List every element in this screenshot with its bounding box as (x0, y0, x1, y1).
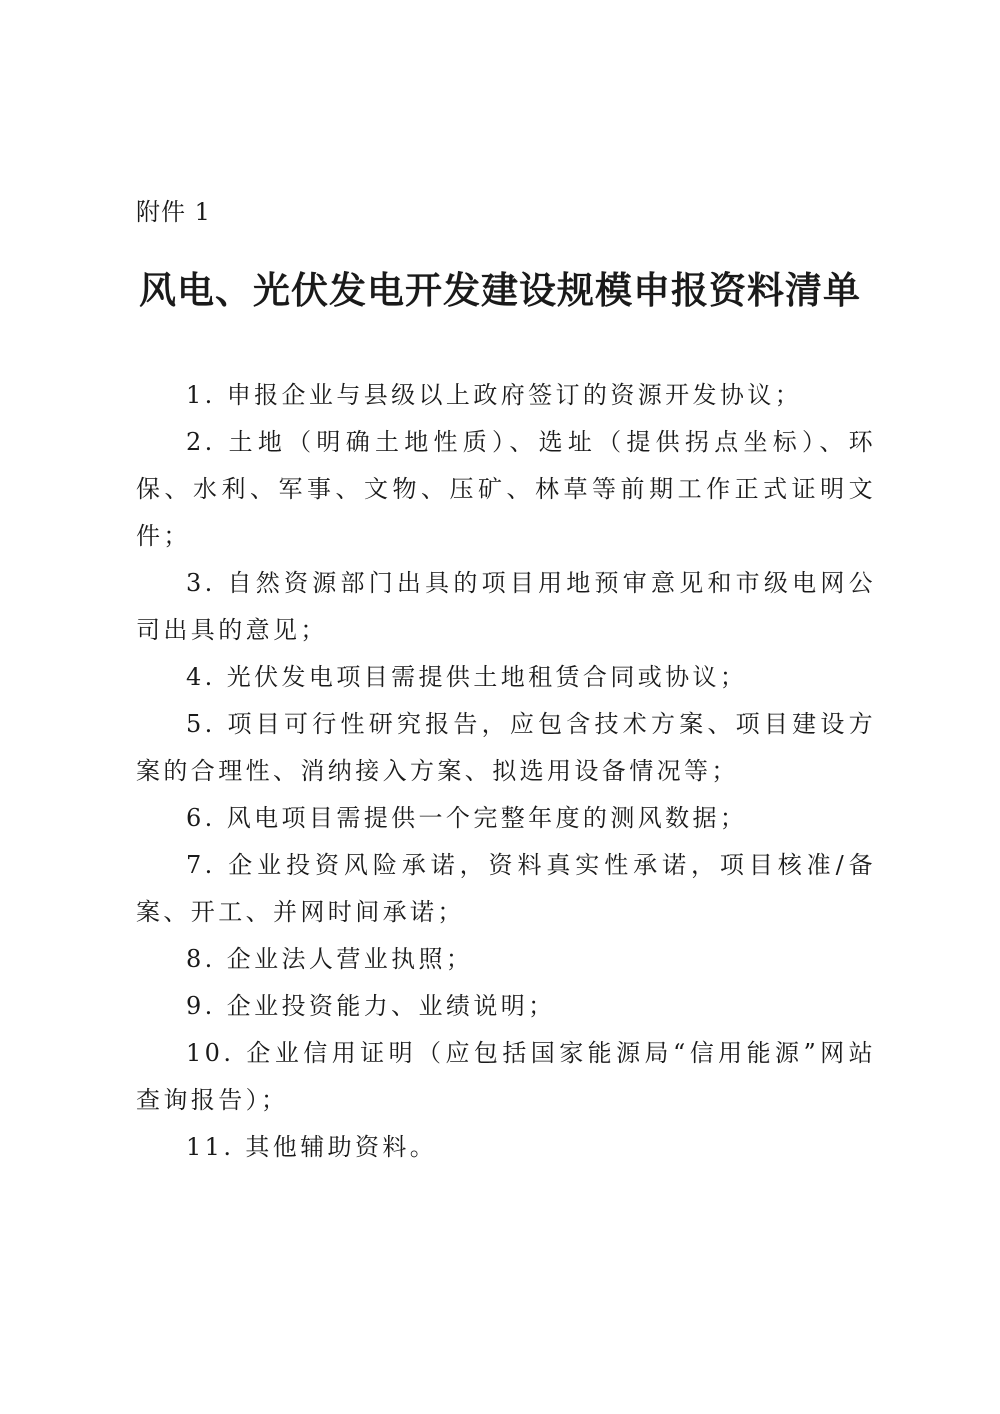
attachment-label: 附件 1 (136, 198, 211, 226)
list-item: 4. 光伏发电项目需提供土地租赁合同或协议； (186, 663, 748, 691)
list-item: 10. 企业信用证明（应包括国家能源局“信用能源”网站查询报告）； (136, 1039, 876, 1114)
list-item: 9. 企业投资能力、业绩说明； (186, 992, 556, 1020)
list-item: 8. 企业法人营业执照； (186, 945, 474, 973)
list-item: 2. 土地（明确土地性质）、选址（提供拐点坐标）、环保、水利、军事、文物、压矿、林草等前期工作正式证明文件； (136, 428, 876, 550)
list-item: 5. 项目可行性研究报告，应包含技术方案、项目建设方案的合理性、消纳接入方案、拟选用设备情况等； (136, 710, 876, 785)
list-item: 1. 申报企业与县级以上政府签订的资源开发协议； (186, 381, 803, 409)
list-item: 3. 自然资源部门出具的项目用地预审意见和市级电网公司出具的意见； (136, 569, 876, 644)
document-title: 风电、光伏发电开发建设规模申报资料清单 (139, 269, 861, 312)
materials-list (136, 372, 876, 1171)
list-item: 6. 风电项目需提供一个完整年度的测风数据； (186, 804, 748, 832)
list-item: 11. 其他辅助资料。 (186, 1133, 438, 1161)
list-item: 7. 企业投资风险承诺，资料真实性承诺，项目核准/备案、开工、并网时间承诺； (136, 851, 876, 926)
